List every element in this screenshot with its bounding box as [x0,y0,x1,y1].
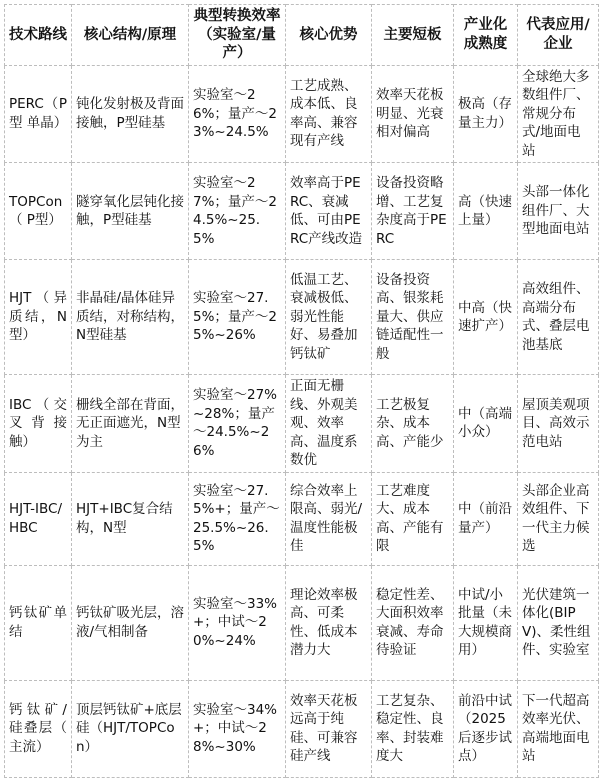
cell-main-shortcomings: 工艺复杂、稳定性、良率、封装难度大 [372,680,454,777]
cell-representative-applications: 下一代超高效率光伏、高端地面电站 [518,680,599,777]
cell-industrialization-maturity: 极高（存量主力） [454,65,518,163]
column-header-core-advantages: 核心优势 [286,5,372,66]
cell-main-shortcomings: 稳定性差、大面积效率衰减、寿命待验证 [372,565,454,680]
cell-core-structure: 非晶硅/晶体硅异质结，对称结构，N型硅基 [72,260,189,375]
cell-representative-applications: 头部企业高效组件、下一代主力候选 [518,472,599,565]
pv-technology-comparison-table [4,4,599,778]
table-row [5,65,599,163]
cell-conversion-efficiency: 实验室～27%；量产～24.5%~25.5% [189,163,286,260]
cell-core-advantages: 效率天花板远高于纯硅、可兼容硅产线 [286,680,372,777]
cell-representative-applications: 高效组件、高端分布式、叠层电池基底 [518,260,599,375]
cell-main-shortcomings: 工艺难度大、成本高、产能有限 [372,472,454,565]
cell-industrialization-maturity: 中（前沿量产） [454,472,518,565]
table-row [5,375,599,473]
cell-main-shortcomings: 设备投资略增、工艺复杂度高于PERC [372,163,454,260]
cell-technology-route: 钙钛矿/硅叠层（ 主流） [5,680,72,777]
table-row [5,260,599,375]
cell-main-shortcomings: 工艺极复杂、成本高、产能少 [372,375,454,473]
column-header-industrialization-maturity: 产业化成熟度 [454,5,518,66]
cell-conversion-efficiency: 实验室～27.5%+；量产～25.5%~26.5% [189,472,286,565]
table-row [5,163,599,260]
cell-representative-applications: 屋顶美观项目、高效示范电站 [518,375,599,473]
cell-industrialization-maturity: 中（高端小众） [454,375,518,473]
cell-main-shortcomings: 设备投资高、银浆耗量大、供应链适配性一般 [372,260,454,375]
cell-technology-route: HJT（异质结，N型） [5,260,72,375]
cell-conversion-efficiency: 实验室～26%；量产～23%~24.5% [189,65,286,163]
cell-industrialization-maturity: 前沿中试（2025后逐步试点） [454,680,518,777]
column-header-main-shortcomings: 主要短板 [372,5,454,66]
cell-conversion-efficiency: 实验室～27.5%；量产～25%~26% [189,260,286,375]
cell-core-structure: 栅线全部在背面，无正面遮光，N型为主 [72,375,189,473]
cell-representative-applications: 光伏建筑一体化(BIPV)、柔性组件、实验室 [518,565,599,680]
cell-technology-route: IBC（交叉背接触） [5,375,72,473]
cell-conversion-efficiency: 实验室～27%~28%；量产～24.5%~26% [189,375,286,473]
cell-core-advantages: 工艺成熟、成本低、良率高、兼容现有产线 [286,65,372,163]
cell-core-advantages: 理论效率极高、可柔性、低成本潜力大 [286,565,372,680]
cell-core-structure: 隧穿氧化层钝化接触，P型硅基 [72,163,189,260]
cell-representative-applications: 头部一体化组件厂、大型地面电站 [518,163,599,260]
cell-representative-applications: 全球绝大多数组件厂、常规分布式/地面电站 [518,65,599,163]
column-header-conversion-efficiency: 典型转换效率（实验室/量产） [189,5,286,66]
cell-core-advantages: 综合效率上限高、弱光/温度性能极佳 [286,472,372,565]
cell-industrialization-maturity: 中试/小批量（未大规模商用） [454,565,518,680]
cell-technology-route: HJT-IBC/HBC [5,472,72,565]
cell-core-advantages: 正面无栅线、外观美观、效率高、温度系数优 [286,375,372,473]
cell-core-structure: 钝化发射极及背面接触，P型硅基 [72,65,189,163]
table-row [5,472,599,565]
cell-industrialization-maturity: 高（快速上量） [454,163,518,260]
cell-technology-route: PERC（P型 单晶） [5,65,72,163]
cell-core-structure: 顶层钙钛矿+底层硅（HJT/TOPCon） [72,680,189,777]
cell-main-shortcomings: 效率天花板明显、光衰相对偏高 [372,65,454,163]
cell-conversion-efficiency: 实验室～34%+；中试～28%~30% [189,680,286,777]
cell-core-structure: 钙钛矿吸光层，溶液/气相制备 [72,565,189,680]
cell-technology-route: 钙钛矿单结 [5,565,72,680]
header-row [5,5,599,66]
cell-conversion-efficiency: 实验室～33%+；中试～20%~24% [189,565,286,680]
cell-industrialization-maturity: 中高（快速扩产） [454,260,518,375]
cell-core-advantages: 效率高于PERC、衰减低、可由PERC产线改造 [286,163,372,260]
column-header-core-structure: 核心结构/原理 [72,5,189,66]
column-header-technology-route: 技术路线 [5,5,72,66]
cell-core-advantages: 低温工艺、衰减极低、弱光性能好、易叠加钙钛矿 [286,260,372,375]
table-row [5,565,599,680]
cell-core-structure: HJT+IBC复合结构，N型 [72,472,189,565]
table-row [5,680,599,777]
column-header-representative-applications: 代表应用/企业 [518,5,599,66]
cell-technology-route: TOPCon（ P型） [5,163,72,260]
